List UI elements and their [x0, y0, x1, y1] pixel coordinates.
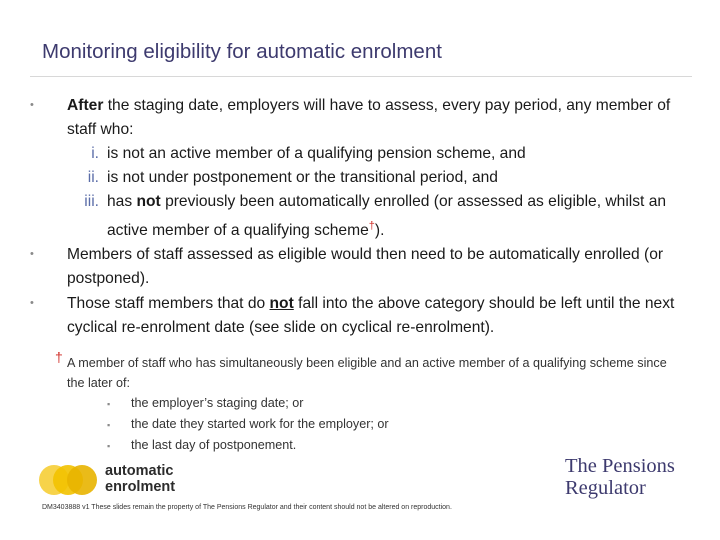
- subitem-number: ii.: [87, 169, 99, 186]
- bullet-marker: •: [30, 248, 34, 260]
- dagger-mark: †: [368, 220, 375, 232]
- logo-tpr-line1: The Pensions: [565, 455, 675, 477]
- bullet-2: Members of staff assessed as eligible would then need to be automatically enrolled (or postponed).: [67, 246, 664, 287]
- subitem-2: [67, 166, 697, 190]
- footnote-item: [67, 414, 667, 435]
- logo-tpr-line2: Regulator: [565, 477, 646, 499]
- subitem-text: [107, 190, 692, 243]
- footnote-bullet: ▪: [107, 399, 111, 409]
- footnote-item: [67, 435, 667, 456]
- footnote-dagger: †: [55, 349, 63, 365]
- subitem-3-pre: has: [107, 193, 137, 210]
- footnote-item-text: the date they started work for the employer; or: [131, 417, 389, 431]
- logo-ae-line1: automatic: [105, 463, 174, 479]
- subitem-number: iii.: [84, 193, 99, 210]
- footnote-item-text: the employer’s staging date; or: [131, 396, 304, 410]
- bullet-marker: •: [30, 99, 34, 111]
- bullet-3-emphasis: not: [269, 295, 294, 312]
- logo-ae-line2: enrolment: [105, 479, 176, 495]
- subitem-3: [67, 190, 697, 243]
- footnote-bullet: ▪: [107, 441, 111, 451]
- subitem-3-post: previously been automatically enrolled (or assessed as eligible, whilst an active member of a qualifying scheme: [107, 193, 667, 240]
- subitem-3-bold: not: [136, 193, 161, 210]
- slide-title: Monitoring eligibility for automatic enrolment: [42, 40, 442, 63]
- bullet-1: [67, 94, 697, 243]
- footnote-item-text: the last day of postponement.: [131, 438, 297, 452]
- footer-disclaimer: DM3403888 v1 These slides remain the property of The Pensions Regulator and their content should not be altered on reproduction.: [42, 504, 452, 511]
- title-divider: [30, 76, 692, 77]
- bullet-1-text: the staging date, employers will have to assess, every pay period, any member of staff who:: [67, 97, 671, 138]
- bullet-marker: •: [30, 297, 34, 309]
- automatic-enrolment-logo: [38, 462, 188, 498]
- footnote-item: [67, 393, 667, 414]
- bullet-3-pre: Those staff members that do: [67, 295, 270, 312]
- bullet-3: [67, 292, 697, 340]
- subitem-number: i.: [91, 145, 99, 162]
- bullet-1-lead: After: [67, 97, 104, 114]
- footnote-bullet: ▪: [107, 420, 111, 430]
- subitem-text: is not under postponement or the transitional period, and: [107, 169, 498, 186]
- subitem-1: [67, 142, 697, 166]
- subitem-text: is not an active member of a qualifying pension scheme, and: [107, 145, 526, 162]
- footnote: [67, 353, 667, 456]
- pensions-regulator-logo: [565, 455, 695, 499]
- subitem-3-end: ).: [374, 222, 385, 240]
- bullet-3-post: fall into the above category should be left until the next cyclical re-enrolment date (see slide on cyclical re-enrolment).: [67, 295, 675, 336]
- footnote-text: A member of staff who has simultaneously been eligible and an active member of a qualifying scheme since the later of:: [67, 356, 667, 390]
